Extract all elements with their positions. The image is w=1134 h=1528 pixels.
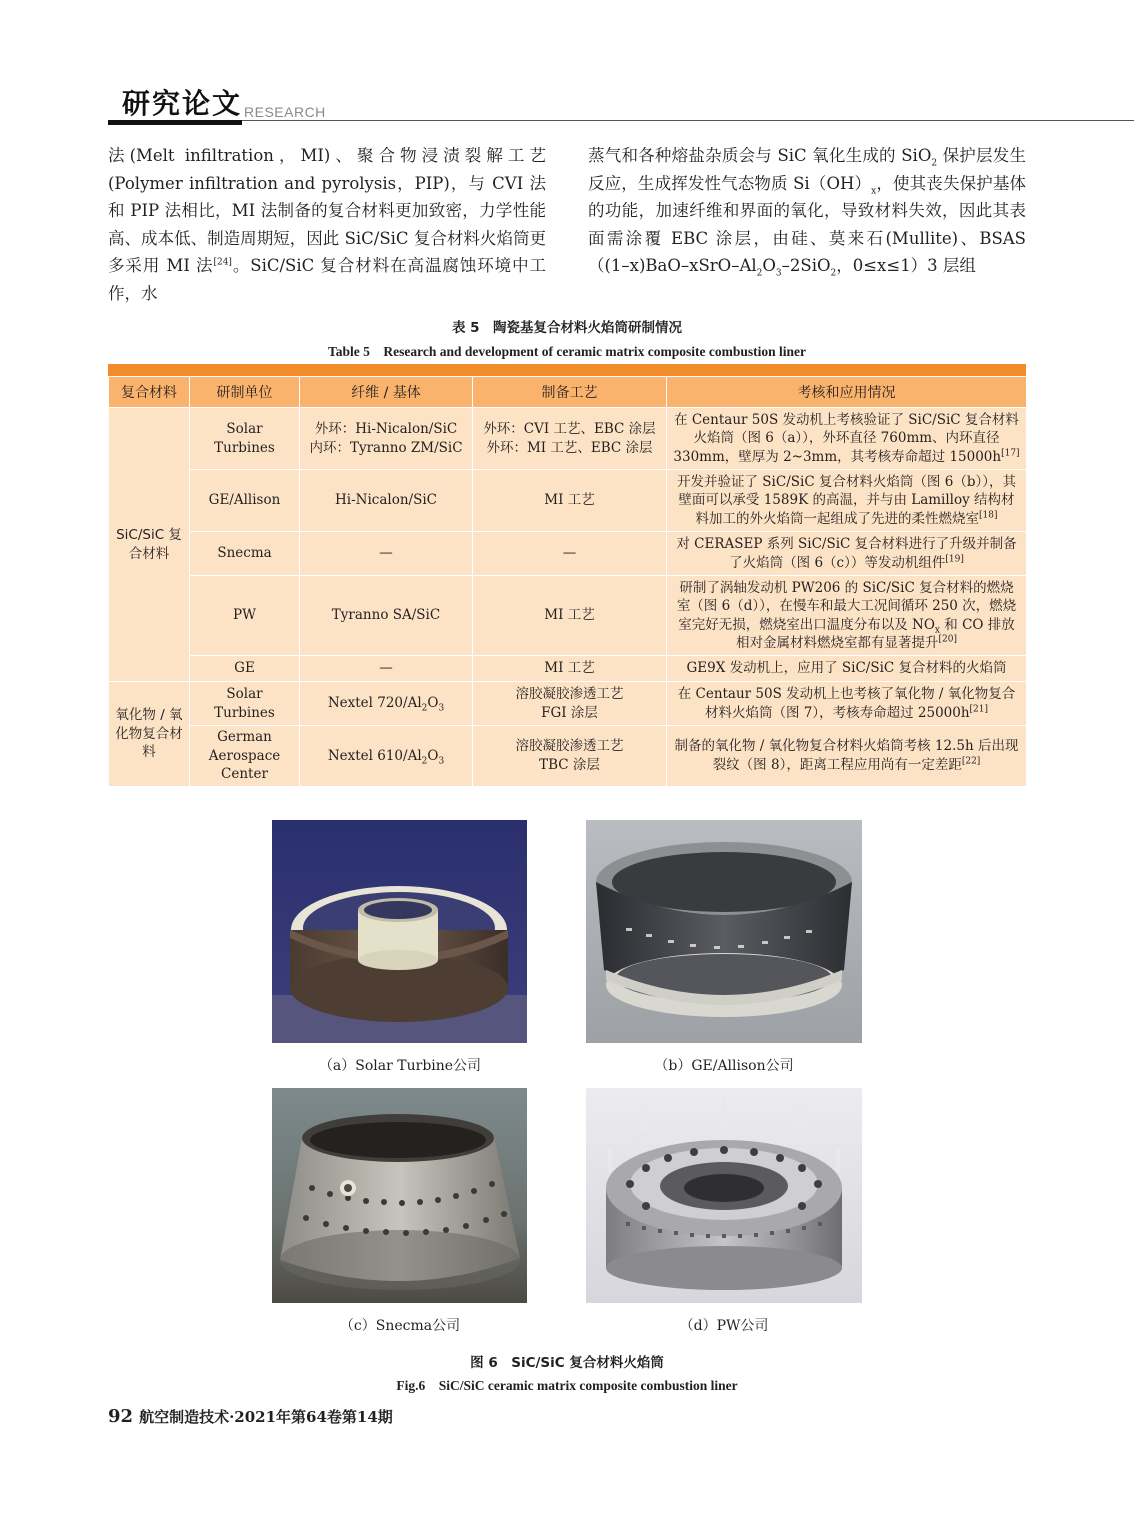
caption-b: （b）GE/Allison公司 — [654, 1058, 794, 1074]
header-material: 复合材料 — [109, 377, 190, 408]
cell-unit: GE/Allison — [190, 470, 300, 532]
page-number: 92 — [108, 1406, 134, 1427]
table-row — [109, 682, 1027, 726]
section-title: 研究论文 — [122, 87, 243, 120]
cell-unit: Snecma — [190, 532, 300, 576]
cell-application: 制备的氧化物 / 氧化物复合材料火焰筒考核 12.5h 后出现裂纹（图 8），距离工程应用尚有一定差距[22] — [667, 726, 1027, 787]
group-sic: SiC/SiC 复合材料 — [109, 408, 190, 682]
table-header-row — [109, 377, 1027, 408]
photo-ge-allison-liner — [586, 820, 862, 1043]
cell-fiber: — — [300, 532, 473, 576]
cell-process: MI 工艺 — [473, 470, 667, 532]
photo-pw-combustor — [586, 1088, 862, 1303]
cell-application: 对 CERASEP 系列 SiC/SiC 复合材料进行了升级并制备了火焰筒（图 6（c））等发动机组件[19] — [667, 532, 1027, 576]
header-unit: 研制单位 — [190, 377, 300, 408]
cell-fiber: — — [300, 656, 473, 682]
caption-d: （d）PW公司 — [679, 1318, 769, 1334]
section-subtitle: RESEARCH — [244, 104, 326, 120]
body-column-left — [108, 142, 546, 307]
cell-unit: GE — [190, 656, 300, 682]
photo-solar-turbine-liner — [272, 820, 527, 1043]
cell-application: 在 Centaur 50S 发动机上也考核了氧化物 / 氧化物复合材料火焰筒（图 7），考核寿命超过 25000h[21] — [667, 682, 1027, 726]
page-footer — [108, 1406, 393, 1427]
cell-unit: Solar Turbines — [190, 682, 300, 726]
cell-unit: German Aerospace Center — [190, 726, 300, 787]
cell-unit: PW — [190, 576, 300, 656]
data-table — [108, 364, 1026, 787]
group-oxide: 氧化物 / 氧化物复合材料 — [109, 682, 190, 787]
cell-process: 溶胶凝胶渗透工艺 TBC 涂层 — [473, 726, 667, 787]
caption-c: （c）Snecma公司 — [339, 1318, 461, 1334]
figure-caption-en: Fig.6 SiC/SiC ceramic matrix composite combustion liner — [396, 1378, 738, 1393]
cell-application: 研制了涡轴发动机 PW206 的 SiC/SiC 复合材料的燃烧室（图 6（d）），在慢车和最大工况间循环 250 次，燃烧室完好无损，燃烧室出口温度分布以及 $NO_x$ 和 CO 排放相对金属材料燃烧室都有显著提升[20] — [667, 576, 1027, 656]
cell-fiber: 外环：Hi-Nicalon/SiC 内环：Tyranno ZM/SiC — [300, 408, 473, 470]
cell-process: MI 工艺 — [473, 656, 667, 682]
cell-application: 开发并验证了 SiC/SiC 复合材料火焰筒（图 6（b）），其壁面可以承受 1589K 的高温，并与由 Lamilloy 结构材料加工的外火焰筒一起组成了先进的柔性燃烧室[18] — [667, 470, 1027, 532]
paragraph-right: 蒸气和各种熔盐杂质会与 SiC 氧化生成的 SiO$_2$ 保护层发生反应，生成挥发性气态物质 $Si(OH)_x$，使其丧失保护基体的功能，加速纤维和界面的氧化，导致材料失效，因此其表面需涂覆 EBC 涂层，由硅、莫来石(Mullite)、$BSAS((1-x)BaO-xSrO-Al_2O_3-2SiO_2$，0≤x≤1）3 层组 — [588, 146, 1027, 279]
table-top-bar — [108, 364, 1026, 376]
header-application: 考核和应用情况 — [667, 377, 1027, 408]
table-row — [109, 726, 1027, 787]
table-row — [109, 576, 1027, 656]
header-rule-thin — [242, 120, 1134, 121]
cell-process: 外环：CVI 工艺、EBC 涂层 外环：MI 工艺、EBC 涂层 — [473, 408, 667, 470]
header-process: 制备工艺 — [473, 377, 667, 408]
table-caption-en: Table 5 Research and development of ceramic matrix composite combustion liner — [327, 344, 807, 359]
body-column-right — [588, 142, 1026, 280]
header-rule-thick — [108, 120, 242, 125]
table-row — [109, 656, 1027, 682]
caption-a: （a）Solar Turbine公司 — [318, 1058, 482, 1074]
page-header — [108, 82, 1134, 126]
table-row — [109, 408, 1027, 470]
paragraph-left: 法(Melt infiltration，MI)、聚合物浸渍裂解工艺(Polymer infiltration and pyrolysis，PIP)，与 CVI 法和 PIP 法相比，MI 法制备的复合材料更加致密，力学性能高、成本低、制造周期短，因此 SiC/SiC 复合材料火焰筒更多采用 MI 法[24]。SiC/SiC 复合材料在高温腐蚀环境中工作，水 — [108, 146, 547, 303]
journal-name: 航空制造技术·2021年第64卷第14期 — [139, 1408, 393, 1426]
table-row — [109, 470, 1027, 532]
table-row — [109, 532, 1027, 576]
cell-application: 在 Centaur 50S 发动机上考核验证了 SiC/SiC 复合材料火焰筒（图 6（a）），外环直径 760mm、内环直径 330mm，壁厚为 2~3mm，其考核寿命超过 15000h[17] — [667, 408, 1027, 470]
header-fiber: 纤维 / 基体 — [300, 377, 473, 408]
table-caption-cn: 表 5 陶瓷基复合材料火焰筒研制情况 — [451, 320, 683, 336]
cell-process: 溶胶凝胶渗透工艺 FGI 涂层 — [473, 682, 667, 726]
cell-fiber: Nextel $720/Al_2O_3$ — [300, 682, 473, 726]
cell-fiber: Nextel $610/Al_2O_3$ — [300, 726, 473, 787]
figure-caption-cn: 图 6 SiC/SiC 复合材料火焰筒 — [470, 1355, 664, 1371]
cell-fiber: Hi-Nicalon/SiC — [300, 470, 473, 532]
cell-process: — — [473, 532, 667, 576]
cell-fiber: Tyranno SA/SiC — [300, 576, 473, 656]
cell-process: MI 工艺 — [473, 576, 667, 656]
cell-application: GE9X 发动机上，应用了 SiC/SiC 复合材料的火焰筒 — [667, 656, 1027, 682]
cell-unit: Solar Turbines — [190, 408, 300, 470]
photo-snecma-liner — [272, 1088, 527, 1303]
